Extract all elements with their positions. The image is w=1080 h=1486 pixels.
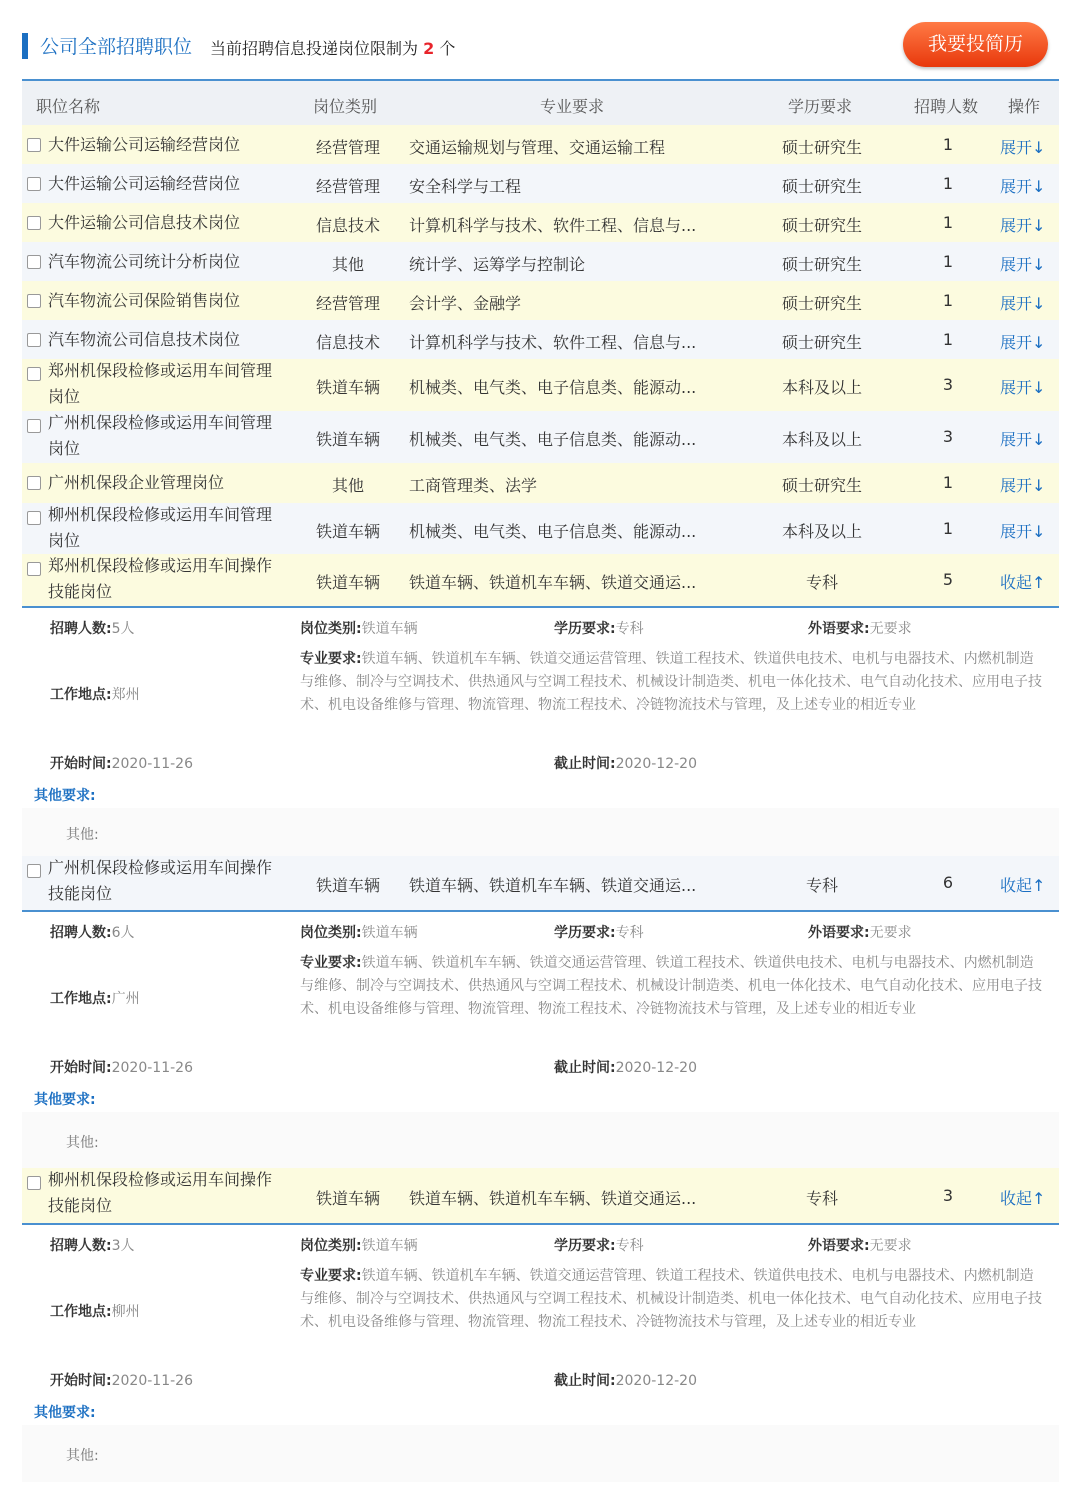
job-major: 交通运输规划与管理、交通运输工程	[409, 137, 666, 157]
job-count: 1	[942, 518, 954, 538]
detail-education	[554, 618, 644, 638]
detail-language	[808, 618, 912, 638]
job-major: 铁道车辆、铁道机车车辆、铁道交通运...	[409, 1188, 697, 1208]
detail-location-value: 郑州	[111, 687, 140, 703]
detail-start-date-value: 2020-11-26	[111, 756, 193, 772]
job-count: 1	[942, 329, 954, 349]
job-education: 硕士研究生	[781, 476, 862, 495]
job-major: 安全科学与工程	[409, 176, 522, 196]
detail-start-date-label: 开始时间:	[50, 1373, 112, 1389]
job-major: 计算机科学与技术、软件工程、信息与...	[409, 215, 697, 235]
job-major: 机械类、电气类、电子信息类、能源动...	[409, 521, 697, 541]
table-header	[22, 81, 1059, 125]
job-name: 广州机保段企业管理岗位	[48, 473, 225, 492]
table-row	[22, 1168, 1059, 1223]
detail-end-date-value: 2020-12-20	[615, 756, 697, 772]
job-count: 1	[942, 173, 954, 193]
expand-link[interactable]: 展开↓	[1000, 476, 1046, 495]
other-requirements-body	[22, 808, 1059, 857]
detail-count	[50, 618, 135, 638]
detail-major-label: 专业要求:	[300, 1268, 362, 1284]
detail-end-date-value: 2020-12-20	[615, 1373, 697, 1389]
detail-start-date-value: 2020-11-26	[111, 1373, 193, 1389]
detail-location	[50, 988, 140, 1008]
detail-start-date	[50, 1057, 193, 1077]
detail-category	[300, 1235, 418, 1255]
col-education-header: 学历要求	[788, 97, 853, 116]
job-count: 1	[942, 212, 954, 232]
job-name: 大件运输公司信息技术岗位	[48, 212, 241, 232]
page-title: 公司全部招聘职位	[40, 36, 193, 58]
expand-link[interactable]: 展开↓	[1000, 430, 1046, 449]
job-name: 柳州机保段检修或运用车间管理岗位	[48, 505, 273, 550]
other-label: 其他:	[66, 1447, 99, 1464]
detail-major	[300, 952, 1042, 1021]
table-row	[22, 463, 1059, 503]
detail-location-value: 广州	[111, 991, 140, 1007]
detail-language-label: 外语要求:	[808, 925, 870, 941]
limit-count: 2	[423, 39, 435, 58]
expand-link[interactable]: 展开↓	[1000, 215, 1046, 235]
collapse-link[interactable]: 收起↑	[1000, 1188, 1046, 1208]
job-name: 汽车物流公司统计分析岗位	[48, 251, 241, 271]
job-category: 铁道车辆	[315, 521, 380, 541]
table-row	[22, 411, 1059, 463]
job-category: 其他	[331, 254, 364, 274]
job-major: 统计学、运筹学与控制论	[409, 254, 586, 274]
detail-start-date-label: 开始时间:	[50, 756, 112, 772]
detail-education-label: 学历要求:	[554, 1238, 616, 1254]
job-category: 铁道车辆	[315, 1188, 380, 1208]
detail-category	[300, 618, 418, 638]
limit-suffix: 个	[439, 39, 456, 58]
detail-count-value: 6人	[111, 925, 135, 941]
detail-count-value: 3人	[111, 1238, 135, 1254]
detail-end-date	[554, 1370, 697, 1390]
table-row	[22, 203, 1059, 242]
other-requirements-body	[22, 1112, 1059, 1169]
job-name: 广州机保段检修或运用车间操作技能岗位	[48, 858, 273, 903]
detail-start-date	[50, 1370, 193, 1390]
row-checkbox[interactable]	[27, 177, 41, 191]
expand-link[interactable]: 展开↓	[1000, 254, 1046, 274]
detail-major-label: 专业要求:	[300, 651, 362, 667]
detail-category-value: 铁道车辆	[361, 1238, 418, 1254]
job-education: 专科	[805, 573, 838, 592]
detail-category	[300, 922, 418, 942]
job-count: 1	[942, 290, 954, 310]
detail-education-value: 专科	[615, 1238, 644, 1254]
detail-count-value: 5人	[111, 621, 135, 637]
table-row	[22, 164, 1059, 203]
table-row	[22, 125, 1059, 164]
title-accent-bar	[22, 33, 28, 59]
job-education: 本科及以上	[781, 378, 862, 397]
job-category: 经营管理	[315, 137, 380, 157]
job-major: 会计学、金融学	[409, 293, 522, 313]
detail-education-value: 专科	[615, 925, 644, 941]
col-name-header: 职位名称	[36, 97, 101, 116]
detail-education	[554, 1235, 644, 1255]
detail-language-value: 无要求	[869, 621, 912, 637]
detail-location-label: 工作地点:	[50, 1304, 112, 1320]
table-row	[22, 856, 1059, 910]
detail-language-label: 外语要求:	[808, 1238, 870, 1254]
detail-education-label: 学历要求:	[554, 925, 616, 941]
expand-link[interactable]: 展开↓	[1000, 332, 1046, 352]
job-education: 本科及以上	[781, 521, 862, 541]
col-category-header: 岗位类别	[313, 97, 378, 116]
job-category: 铁道车辆	[315, 573, 380, 592]
col-major-header: 专业要求	[540, 97, 605, 116]
row-checkbox[interactable]	[27, 562, 41, 576]
job-name: 汽车物流公司信息技术岗位	[48, 329, 241, 349]
detail-location-label: 工作地点:	[50, 991, 112, 1007]
detail-start-date	[50, 753, 193, 773]
detail-language	[808, 1235, 912, 1255]
row-checkbox[interactable]	[27, 138, 41, 152]
detail-count-label: 招聘人数:	[50, 925, 112, 941]
detail-count	[50, 1235, 135, 1255]
limit-prefix: 当前招聘信息投递岗位限制为	[210, 39, 419, 58]
detail-major-value: 铁道车辆、铁道机车车辆、铁道交通运营管理、铁道工程技术、铁道供电技术、电机与电器技术、内燃机制造与维修、制冷与空调技术、供热通风与空调工程技术、机械设计制造类、机电一体化技术、电气自动化技术、应用电子技术、机电设备维修与管理、物流管理、物流工程技术、冷链物流技术与管理，及上述专业的相近专业	[300, 1268, 1042, 1330]
job-major: 计算机科学与技术、软件工程、信息与...	[409, 332, 697, 352]
job-detail-panel	[22, 1223, 1059, 1481]
job-count: 3	[942, 427, 954, 446]
table-row	[22, 554, 1059, 606]
detail-location	[50, 1301, 140, 1321]
detail-education-value: 专科	[615, 621, 644, 637]
detail-start-date-value: 2020-11-26	[111, 1060, 193, 1076]
detail-end-date-value: 2020-12-20	[615, 1060, 697, 1076]
detail-category-label: 岗位类别:	[300, 1238, 362, 1254]
job-count: 1	[942, 473, 954, 492]
table-row	[22, 320, 1059, 359]
job-major: 机械类、电气类、电子信息类、能源动...	[409, 378, 697, 397]
expand-link[interactable]: 展开↓	[1000, 378, 1046, 397]
job-name: 大件运输公司运输经营岗位	[48, 134, 241, 154]
col-action-header: 操作	[1008, 97, 1041, 116]
detail-location-value: 柳州	[111, 1304, 140, 1320]
col-count-header: 招聘人数	[914, 97, 979, 116]
detail-category-label: 岗位类别:	[300, 621, 362, 637]
job-count: 3	[942, 375, 954, 394]
detail-language-value: 无要求	[869, 1238, 912, 1254]
job-education: 硕士研究生	[781, 332, 862, 352]
detail-location	[50, 684, 140, 704]
detail-category-label: 岗位类别:	[300, 925, 362, 941]
detail-end-date-label: 截止时间:	[554, 1373, 616, 1389]
other-requirements-header: 其他要求:	[34, 788, 96, 804]
detail-major-value: 铁道车辆、铁道机车车辆、铁道交通运营管理、铁道工程技术、铁道供电技术、电机与电器技术、内燃机制造与维修、制冷与空调技术、供热通风与空调工程技术、机械设计制造类、机电一体化技术、电气自动化技术、应用电子技术、机电设备维修与管理、物流管理、物流工程技术、冷链物流技术与管理，及上述专业的相近专业	[300, 955, 1042, 1017]
detail-end-date-label: 截止时间:	[554, 1060, 616, 1076]
detail-end-date	[554, 1057, 697, 1077]
detail-count-label: 招聘人数:	[50, 1238, 112, 1254]
row-checkbox[interactable]	[27, 294, 41, 308]
row-checkbox[interactable]	[27, 255, 41, 269]
job-detail-panel	[22, 606, 1059, 856]
job-count: 3	[942, 1185, 954, 1205]
submit-resume-button[interactable]: 我要投简历	[903, 22, 1048, 67]
job-category: 经营管理	[315, 293, 380, 313]
expand-link[interactable]: 展开↓	[1000, 521, 1046, 541]
table-body	[22, 125, 1059, 1481]
table-row	[22, 359, 1059, 411]
row-checkbox[interactable]	[27, 367, 41, 381]
detail-location-label: 工作地点:	[50, 687, 112, 703]
job-category: 铁道车辆	[315, 378, 380, 397]
row-checkbox[interactable]	[27, 216, 41, 230]
other-requirements-header: 其他要求:	[34, 1405, 96, 1421]
job-category: 信息技术	[315, 215, 380, 235]
job-count: 1	[942, 134, 954, 154]
job-category: 铁道车辆	[315, 876, 380, 895]
job-education: 本科及以上	[781, 430, 862, 449]
job-major: 机械类、电气类、电子信息类、能源动...	[409, 430, 697, 449]
job-education: 硕士研究生	[781, 137, 862, 157]
detail-start-date-label: 开始时间:	[50, 1060, 112, 1076]
job-category: 经营管理	[315, 176, 380, 196]
detail-end-date	[554, 753, 697, 773]
job-education: 专科	[805, 1188, 838, 1208]
job-category: 铁道车辆	[315, 430, 380, 449]
collapse-link[interactable]: 收起↑	[1000, 876, 1046, 895]
detail-major	[300, 648, 1042, 717]
row-checkbox[interactable]	[27, 511, 41, 525]
detail-education	[554, 922, 644, 942]
application-limit-notice	[210, 36, 455, 59]
other-label: 其他:	[66, 826, 99, 843]
row-checkbox[interactable]	[27, 1176, 41, 1190]
table-row	[22, 281, 1059, 320]
row-checkbox[interactable]	[27, 864, 41, 878]
job-education: 硕士研究生	[781, 254, 862, 274]
expand-link[interactable]: 展开↓	[1000, 137, 1046, 157]
detail-major-label: 专业要求:	[300, 955, 362, 971]
job-name: 郑州机保段检修或运用车间管理岗位	[48, 361, 273, 406]
job-category: 信息技术	[315, 332, 380, 352]
detail-language-label: 外语要求:	[808, 621, 870, 637]
expand-link[interactable]: 展开↓	[1000, 176, 1046, 196]
job-table	[22, 79, 1059, 1481]
detail-language	[808, 922, 912, 942]
detail-count-label: 招聘人数:	[50, 621, 112, 637]
row-checkbox[interactable]	[27, 476, 41, 490]
collapse-link[interactable]: 收起↑	[1000, 573, 1046, 592]
detail-major-value: 铁道车辆、铁道机车车辆、铁道交通运营管理、铁道工程技术、铁道供电技术、电机与电器技术、内燃机制造与维修、制冷与空调技术、供热通风与空调工程技术、机械设计制造类、机电一体化技术、电气自动化技术、应用电子技术、机电设备维修与管理、物流管理、物流工程技术、冷链物流技术与管理，及上述专业的相近专业	[300, 651, 1042, 713]
detail-language-value: 无要求	[869, 925, 912, 941]
job-name: 柳州机保段检修或运用车间操作技能岗位	[48, 1170, 273, 1215]
job-count: 5	[942, 570, 954, 589]
job-education: 硕士研究生	[781, 293, 862, 313]
row-checkbox[interactable]	[27, 333, 41, 347]
job-education: 专科	[805, 876, 838, 895]
job-detail-panel	[22, 910, 1059, 1168]
job-education: 硕士研究生	[781, 215, 862, 235]
other-requirements-body	[22, 1425, 1059, 1482]
job-category: 其他	[331, 476, 364, 495]
detail-education-label: 学历要求:	[554, 621, 616, 637]
table-row	[22, 242, 1059, 281]
detail-count	[50, 922, 135, 942]
other-requirements-header: 其他要求:	[34, 1092, 96, 1108]
expand-link[interactable]: 展开↓	[1000, 293, 1046, 313]
job-major: 铁道车辆、铁道机车车辆、铁道交通运...	[409, 573, 697, 592]
job-count: 1	[942, 251, 954, 271]
detail-category-value: 铁道车辆	[361, 925, 418, 941]
row-checkbox[interactable]	[27, 419, 41, 433]
job-name: 汽车物流公司保险销售岗位	[48, 290, 241, 310]
job-major: 铁道车辆、铁道机车车辆、铁道交通运...	[409, 876, 697, 895]
job-name: 广州机保段检修或运用车间管理岗位	[48, 413, 273, 458]
job-major: 工商管理类、法学	[409, 476, 538, 495]
job-education: 硕士研究生	[781, 176, 862, 196]
detail-major	[300, 1265, 1042, 1334]
job-name: 大件运输公司运输经营岗位	[48, 173, 241, 193]
table-row	[22, 503, 1059, 554]
page-header	[0, 0, 1080, 80]
job-count: 6	[942, 873, 954, 892]
other-label: 其他:	[66, 1134, 99, 1151]
job-name: 郑州机保段检修或运用车间操作技能岗位	[48, 556, 273, 601]
detail-category-value: 铁道车辆	[361, 621, 418, 637]
detail-end-date-label: 截止时间:	[554, 756, 616, 772]
